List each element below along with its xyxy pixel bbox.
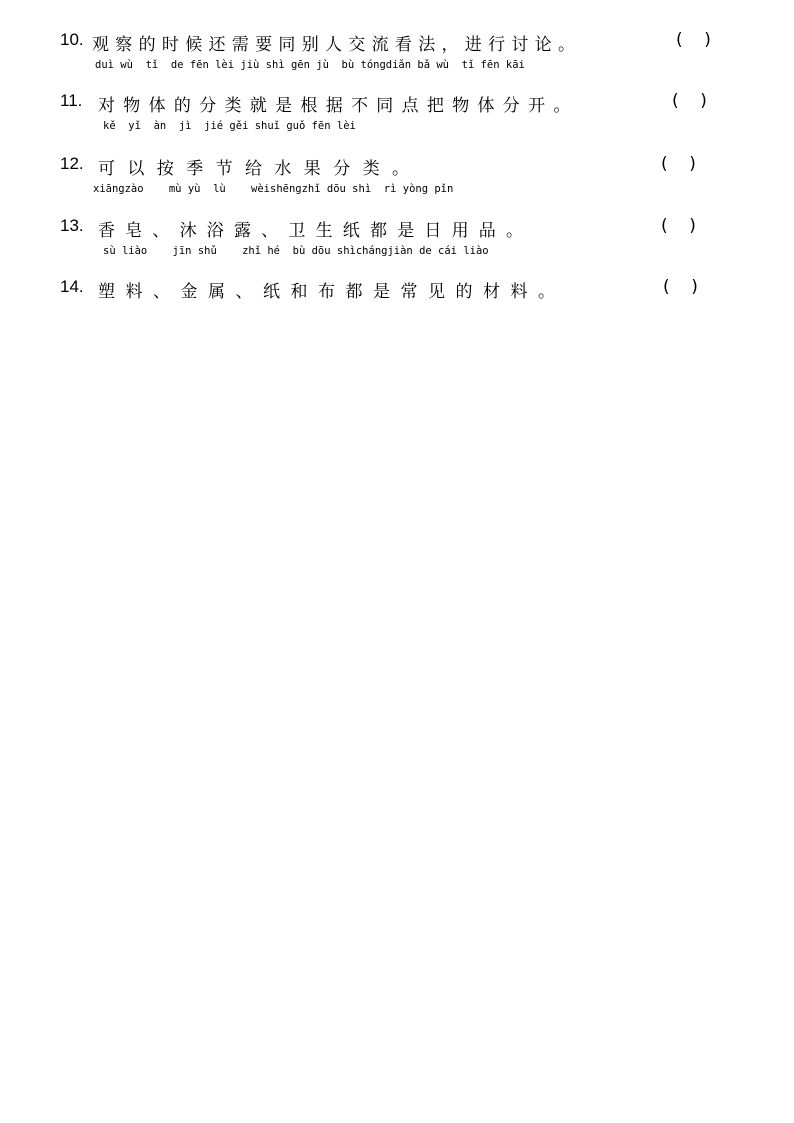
answer-parentheses[interactable]: ( )	[672, 91, 707, 111]
question-text: 对物体的分类就是根据不同点把物体分开。	[98, 96, 579, 116]
question-text: 香皂、沐浴露、卫生纸都是日用品。	[98, 221, 534, 241]
question-text: 塑料、金属、纸和布都是常见的材料。	[98, 282, 566, 302]
answer-parentheses[interactable]: ( )	[661, 154, 696, 174]
pinyin-line: duì wù tǐ de fēn lèi jiù shì gēn jù bù tóngdiǎn bǎ wù tǐ fēn kāi	[95, 59, 525, 71]
question-text: 可以按季节给水果分类。	[98, 159, 422, 179]
pinyin-line: xiāngzào mù yù lù wèishēngzhǐ dōu shì rì yòng pǐn	[93, 183, 454, 195]
question-number: 14.	[60, 277, 84, 296]
question-number: 11.	[60, 91, 83, 110]
answer-parentheses[interactable]: ( )	[676, 30, 711, 50]
question-number: 10.	[60, 30, 84, 49]
answer-parentheses[interactable]: ( )	[661, 216, 696, 236]
pinyin-line: sù liào jīn shǔ zhǐ hé bù dōu shìchángjiàn de cái liào	[103, 245, 489, 257]
answer-parentheses[interactable]: ( )	[663, 277, 698, 297]
question-number: 12.	[60, 154, 84, 173]
pinyin-line: kě yǐ àn jì jié gěi shuǐ guǒ fēn lèi	[103, 120, 356, 132]
question-text: 观察的时候还需要同别人交流看法，进行讨论。	[92, 35, 582, 55]
question-number: 13.	[60, 216, 84, 235]
